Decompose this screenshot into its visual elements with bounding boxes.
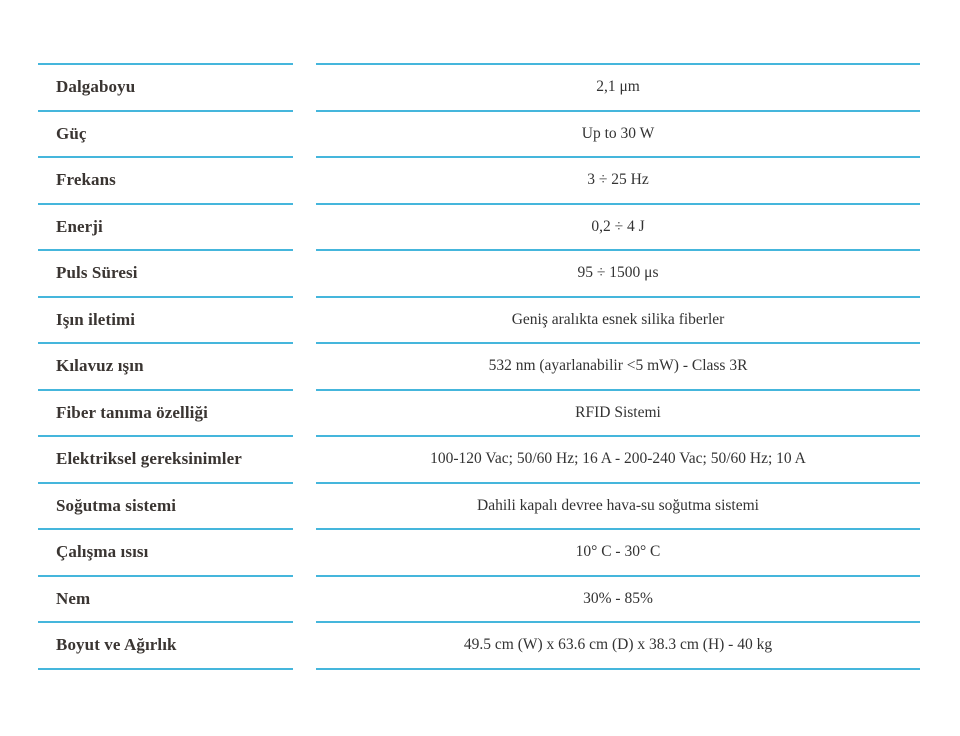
spec-label: Fiber tanıma özelliği [38, 389, 293, 436]
spec-value: Up to 30 W [316, 110, 920, 157]
spec-value: 30% - 85% [316, 575, 920, 622]
spec-label: Enerji [38, 203, 293, 250]
spec-label: Soğutma sistemi [38, 482, 293, 529]
spec-label: Kılavuz ışın [38, 342, 293, 389]
spec-value: 532 nm (ayarlanabilir <5 mW) - Class 3R [316, 342, 920, 389]
spec-value: 0,2 ÷ 4 J [316, 203, 920, 250]
spec-value: 3 ÷ 25 Hz [316, 156, 920, 203]
spec-label: Güç [38, 110, 293, 157]
spec-label: Nem [38, 575, 293, 622]
spec-value: 100-120 Vac; 50/60 Hz; 16 A - 200-240 Vac; 50/60 Hz; 10 A [316, 435, 920, 482]
spec-table [38, 63, 920, 670]
spec-value: 49.5 cm (W) x 63.6 cm (D) x 38.3 cm (H) - 40 kg [316, 621, 920, 670]
spec-label: Frekans [38, 156, 293, 203]
spec-label: Dalgaboyu [38, 63, 293, 110]
spec-label: Puls Süresi [38, 249, 293, 296]
spec-label: Çalışma ısısı [38, 528, 293, 575]
spec-value: RFID Sistemi [316, 389, 920, 436]
spec-label: Boyut ve Ağırlık [38, 621, 293, 670]
spec-value: 2,1 μm [316, 63, 920, 110]
spec-value: Dahili kapalı devree hava-su soğutma sistemi [316, 482, 920, 529]
spec-value: 10° C - 30° C [316, 528, 920, 575]
spec-label: Işın iletimi [38, 296, 293, 343]
spec-value: Geniş aralıkta esnek silika fiberler [316, 296, 920, 343]
spec-label: Elektriksel gereksinimler [38, 435, 293, 482]
spec-value: 95 ÷ 1500 μs [316, 249, 920, 296]
